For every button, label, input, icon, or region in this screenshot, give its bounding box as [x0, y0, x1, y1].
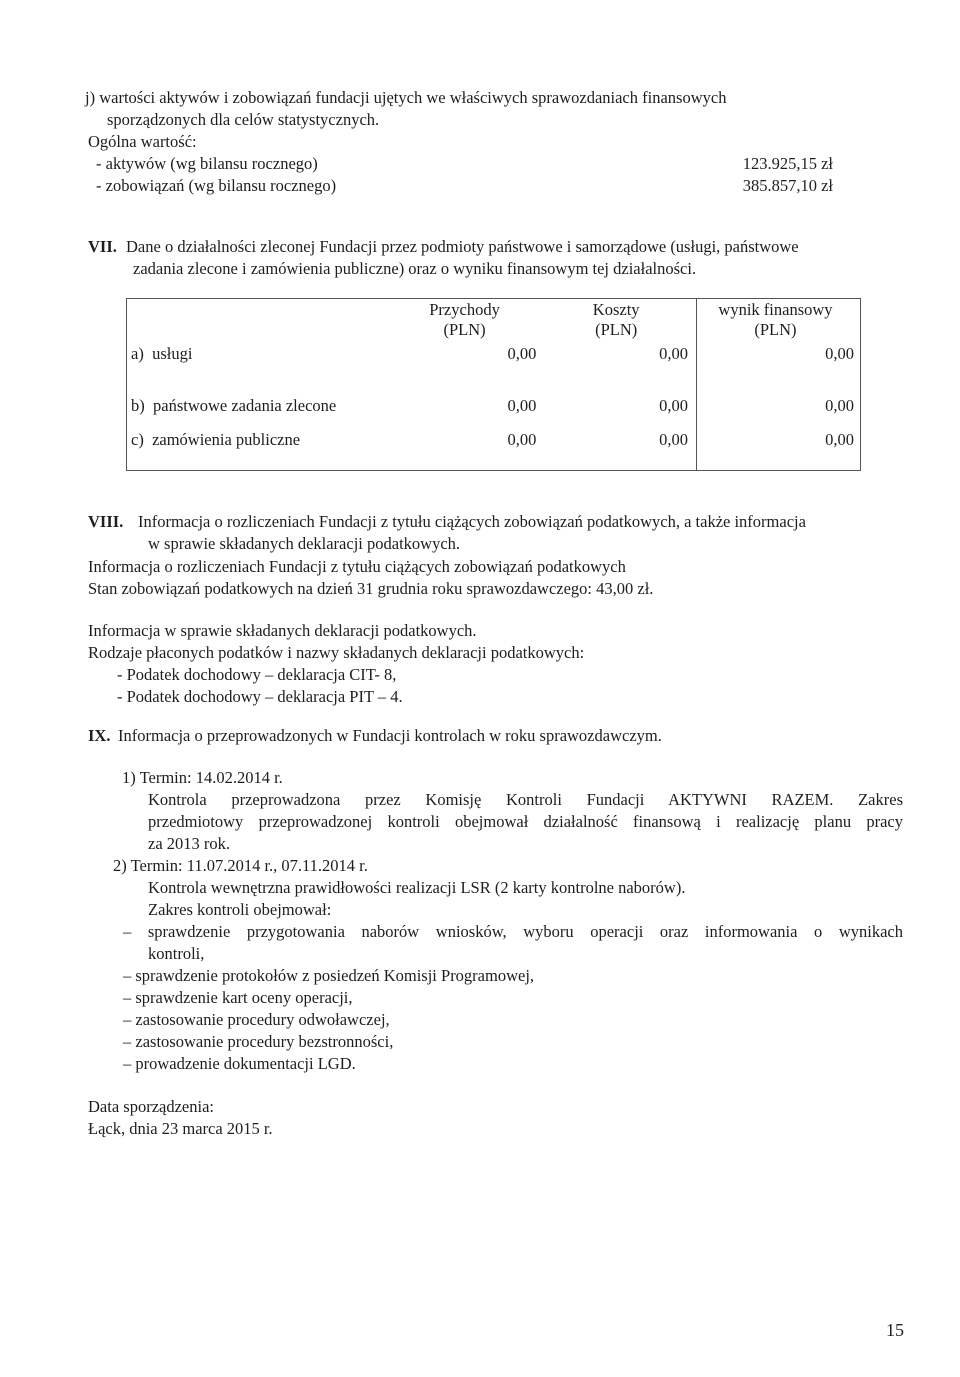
control-2-line1: Kontrola wewnętrzna prawidłowości realizacji LSR (2 karty kontrolne naborów).	[148, 878, 686, 897]
table-header-empty	[127, 299, 393, 341]
section-ix-title: Informacja o przeprowadzonych w Fundacji kontrolach w roku sprawozdawczym.	[118, 726, 662, 745]
liabilities-value: 385.857,10 zł	[742, 176, 833, 195]
row-label: a) usługi	[131, 344, 193, 363]
section-vii-number: VII.	[88, 237, 117, 256]
control-2-bullet-2: – sprawdzenie protokołów z posiedzeń Komisji Programowej,	[123, 966, 535, 985]
section-vii-line1: Dane o działalności zleconej Fundacji przez podmioty państwowe i samorządowe (usługi, państwowe	[126, 237, 799, 256]
section-viii-line4: Stan zobowiązań podatkowych na dzień 31 grudnia roku sprawozdawczego: 43,00 zł.	[88, 579, 654, 598]
control-1-line3: za 2013 rok.	[148, 834, 231, 853]
section-viii-line1: Informacja o rozliczeniach Fundacji z tytułu ciążących zobowiązań podatkowych, a także informacja	[138, 512, 806, 531]
table-row	[127, 427, 860, 471]
section-j-line2: sporządzonych dla celów statystycznych.	[107, 110, 380, 129]
row-costs: 0,00	[544, 341, 696, 385]
section-ix-number: IX.	[88, 726, 111, 745]
header-revenue-line2: (PLN)	[443, 320, 486, 339]
section-viii-line8: - Podatek dochodowy – deklaracja PIT – 4.	[117, 687, 403, 706]
table-header-row	[127, 299, 860, 341]
row-revenue: 0,00	[507, 344, 537, 363]
row-label: b) państwowe zadania zlecone	[131, 396, 337, 415]
financial-table	[127, 299, 860, 471]
header-costs-line1: Koszty	[592, 300, 640, 319]
table-row	[127, 341, 860, 385]
header-result-line1: wynik finansowy	[718, 300, 833, 319]
section-viii-line7: - Podatek dochodowy – deklaracja CIT- 8,	[117, 665, 397, 684]
control-2-bullet-3: – sprawdzenie kart oceny operacji,	[123, 988, 353, 1007]
control-2-bullet-1-cont: kontroli,	[148, 944, 205, 963]
header-revenue-line1: Przychody	[429, 300, 500, 319]
assets-value: 123.925,15 zł	[742, 154, 833, 173]
row-result: 0,00	[825, 344, 854, 363]
section-vii-line2: zadania zlecone i zamówienia publiczne) oraz o wyniku finansowym tej działalności.	[133, 259, 697, 278]
table-header-costs	[544, 299, 696, 341]
header-costs-line2: (PLN)	[595, 320, 638, 339]
control-1-line1: Kontrola przeprowadzona przez Komisję Kontroli Fundacji AKTYWNI RAZEM. Zakres	[148, 790, 903, 809]
row-costs: 0,00	[544, 427, 696, 471]
control-1-line2: przedmiotowy przeprowadzonej kontroli obejmował działalność finansową i realizację planu pracy	[148, 812, 903, 831]
row-result: 0,00	[825, 396, 854, 415]
table-header-revenue	[393, 299, 545, 341]
section-viii-line5: Informacja w sprawie składanych deklaracji podatkowych.	[88, 621, 477, 640]
control-2-bullet-6: – prowadzenie dokumentacji LGD.	[123, 1054, 356, 1073]
section-viii-line2: w sprawie składanych deklaracji podatkowych.	[148, 534, 461, 553]
section-viii-line3: Informacja o rozliczeniach Fundacji z tytułu ciążących zobowiązań podatkowych	[88, 557, 626, 576]
date-value: Łąck, dnia 23 marca 2015 r.	[88, 1119, 273, 1138]
control-2-heading: 2) Termin: 11.07.2014 r., 07.11.2014 r.	[113, 856, 368, 875]
control-2-bullet-5: – zastosowanie procedury bezstronności,	[123, 1032, 394, 1051]
header-result-line2: (PLN)	[754, 320, 797, 339]
table-header-result	[696, 299, 860, 341]
liabilities-label: - zobowiązań (wg bilansu rocznego)	[96, 176, 337, 195]
table-row	[127, 385, 860, 427]
control-2-bullet-1: – sprawdzenie przygotowania naborów wniosków, wyboru operacji oraz informowania o wynikach	[123, 922, 903, 941]
row-revenue: 0,00	[507, 396, 537, 415]
control-1-heading: 1) Termin: 14.02.2014 r.	[122, 768, 283, 787]
section-viii-line6: Rodzaje płaconych podatków i nazwy składanych deklaracji podatkowych:	[88, 643, 585, 662]
control-2-bullet-4: – zastosowanie procedury odwoławczej,	[123, 1010, 390, 1029]
row-result: 0,00	[825, 430, 854, 449]
date-label: Data sporządzenia:	[88, 1097, 214, 1116]
row-costs: 0,00	[544, 385, 696, 427]
section-viii-number: VIII.	[88, 512, 124, 531]
assets-label: - aktywów (wg bilansu rocznego)	[96, 154, 318, 173]
control-2-line2: Zakres kontroli obejmował:	[148, 900, 332, 919]
row-revenue: 0,00	[507, 430, 537, 449]
page-number: 15	[886, 1320, 904, 1340]
section-j-line3: Ogólna wartość:	[88, 132, 197, 151]
section-j-line1: j) wartości aktywów i zobowiązań fundacji ujętych we właściwych sprawozdaniach finansowych	[85, 88, 727, 107]
row-label: c) zamówienia publiczne	[131, 430, 301, 449]
